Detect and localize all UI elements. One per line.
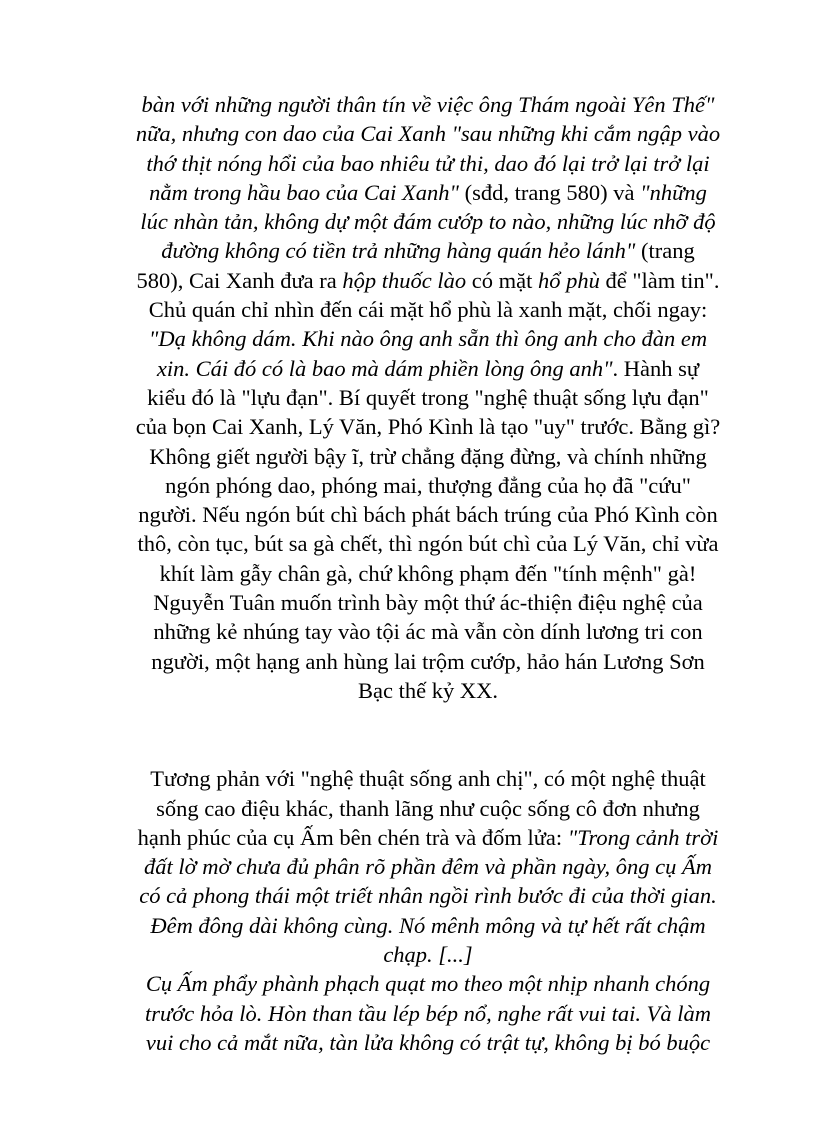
text-segment: hạnh phúc của cụ Ấm bên chén trà và đốm lửa:	[137, 824, 568, 850]
italic-quote-segment: lúc nhàn tản, không dự một đám cướp to nào, những lúc nhỡ độ	[140, 209, 716, 235]
italic-quote-segment: Đêm đông dài không cùng. Nó mênh mông và tự hết rất chậm	[150, 912, 706, 938]
text-segment: (trang	[635, 238, 695, 264]
italic-quote-segment: có cả phong thái một triết nhân ngồi rình bước đi của thời gian.	[139, 883, 717, 909]
text-segment: khít làm gẫy chân gà, chứ không phạm đến "tính mệnh" gà!	[159, 560, 697, 586]
italic-quote-segment: bàn với những người thân tín về việc ông Thám ngoài Yên Thế"	[141, 92, 715, 117]
italic-quote-segment: Cụ Ấm phẩy phành phạch quạt mo theo một nhịp nhanh chóng	[145, 971, 711, 997]
italic-quote-segment: nữa, nhưng con dao của Cai Xanh "sau những khi cắm ngập vào	[135, 121, 721, 147]
italic-quote-segment: trước hỏa lò. Hòn than tầu lép bép nổ, nghe rất vui tai. Và làm	[144, 1000, 712, 1026]
text-line	[108, 236, 748, 265]
text-segment: có mặt	[466, 267, 538, 293]
text-line	[108, 588, 748, 617]
text-line	[108, 999, 748, 1028]
italic-quote-segment: chạp. [...]	[383, 942, 473, 968]
text-segment: thô, còn tục, bút sa gà chết, thì ngón bút chì của Lý Văn, chỉ vừa	[137, 531, 719, 557]
paragraph-gap	[108, 705, 748, 764]
text-segment: Nguyễn Tuân muốn trình bày một thứ ác-thiện điệu nghệ của	[153, 590, 703, 616]
text-line	[108, 911, 748, 940]
text-segment: Không giết người bậy ĩ, trừ chẳng đặng đừng, và chính những	[149, 443, 707, 469]
italic-quote-segment: "những	[640, 179, 707, 205]
italic-quote-segment: nằm trong hầu bao của Cai Xanh"	[149, 179, 459, 205]
text-segment: Bạc thế kỷ XX.	[358, 677, 498, 703]
text-line	[108, 207, 748, 236]
text-line	[108, 149, 748, 178]
text-segment: ngón phóng dao, phóng mai, thượng đẳng của họ đã "cứu"	[165, 472, 691, 498]
italic-quote-segment: "Dạ không dám. Khi nào ông anh sẵn thì ông anh cho đàn em	[148, 326, 708, 352]
text-line	[108, 940, 748, 969]
text-line	[108, 617, 748, 646]
text-segment: Chủ quán chỉ nhìn đến cái mặt hổ phù là xanh mặt, chối ngay:	[148, 297, 708, 323]
text-segment: của bọn Cai Xanh, Lý Văn, Phó Kình là tạo "uy" trước. Bằng gì?	[135, 414, 721, 440]
text-segment: để "làm tin".	[599, 267, 720, 293]
text-line	[108, 881, 748, 910]
text-line	[108, 852, 748, 881]
text-line	[108, 90, 748, 119]
text-line	[108, 647, 748, 676]
text-line	[108, 383, 748, 412]
text-line	[108, 354, 748, 383]
document-page	[108, 90, 748, 1057]
text-segment: Tương phản với "nghệ thuật sống anh chị", có một nghệ thuật	[150, 766, 706, 792]
text-segment: (sđd, trang 580) và	[458, 179, 641, 205]
text-line	[108, 324, 748, 353]
italic-quote-segment: đường không có tiền trả những hàng quán hẻo lánh"	[161, 238, 636, 264]
italic-quote-segment: hổ phù	[538, 267, 600, 293]
italic-quote-segment: vui cho cả mắt nữa, tàn lửa không có trật tự, không bị bó buộc	[145, 1029, 711, 1055]
text-segment: kiểu đó là "lựu đạn". Bí quyết trong "nghệ thuật sống lựu đạn"	[147, 384, 709, 410]
text-line	[108, 559, 748, 588]
text-line	[108, 823, 748, 852]
text-segment: người. Nếu ngón bút chì bách phát bách trúng của Phó Kình còn	[138, 502, 718, 528]
text-segment: sống cao điệu khác, thanh lãng như cuộc sống cô đơn nhưng	[156, 795, 700, 821]
body-paragraph-1	[108, 90, 748, 705]
text-line	[108, 178, 748, 207]
text-line	[108, 500, 748, 529]
text-line	[108, 119, 748, 148]
text-line	[108, 471, 748, 500]
text-line	[108, 412, 748, 441]
text-line	[108, 266, 748, 295]
text-line	[108, 764, 748, 793]
italic-quote-segment: đất lờ mờ chưa đủ phân rõ phần đêm và phần ngày, ông cụ Ấm	[143, 854, 713, 880]
text-segment: 580), Cai Xanh đưa ra	[136, 267, 343, 293]
text-line	[108, 1028, 748, 1057]
text-line	[108, 794, 748, 823]
text-segment: những kẻ nhúng tay vào tội ác mà vẫn còn dính lương tri con	[153, 619, 703, 645]
text-segment: người, một hạng anh hùng lai trộm cướp, hảo hán Lương Sơn	[151, 648, 705, 674]
text-line	[108, 529, 748, 558]
italic-quote-segment: xin. Cái đó có là bao mà dám phiền lòng ông anh"	[156, 355, 613, 381]
italic-quote-segment: "Trong cảnh trời	[567, 824, 719, 850]
italic-quote-segment: hộp thuốc lào	[342, 267, 467, 293]
text-line	[108, 442, 748, 471]
text-line	[108, 969, 748, 998]
text-segment: . Hành sự	[612, 355, 700, 381]
text-line	[108, 676, 748, 705]
text-line	[108, 295, 748, 324]
italic-quote-segment: thớ thịt nóng hổi của bao nhiêu tử thi, dao đó lại trở lại trở lại	[146, 150, 710, 176]
body-paragraph-2	[108, 764, 748, 1057]
